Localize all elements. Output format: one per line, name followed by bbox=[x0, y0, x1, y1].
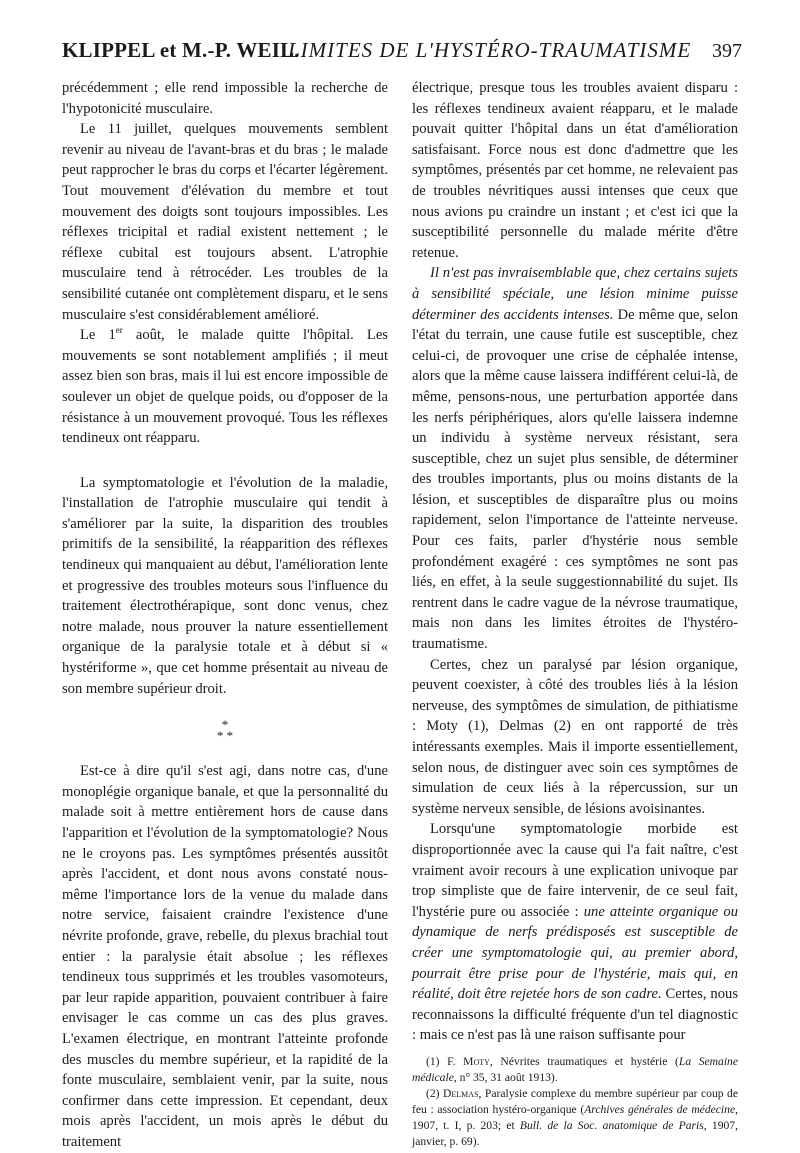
text: De même que, selon l'état du terrain, une cause futile est susceptible, chez celui-ci, de provoquer une crise de céphalée intense, alors que la même cause laissera indifférent celui-là, de même, pensons-nous, une perturbation apportée dans les nerfs périphériques, alors qu'elle laissera indemne un individu à système nerveux résistant, sera susceptible, chez un sujet plus sensible, de déterminer des troubles importants, plus ou moins distants de la lésion, et susceptibles de disparaître plus ou moins rapidement, selon l'importance de l'atteinte nerveuse. Pour ces faits, parler d'hystérie nous semble profondément exagéré : ces symptômes ne sont pas liés, en effet, à la seule suggestionnabilité du sujet. Ils rentrent dans le cadre vague de la névrose traumatique, mais non dans les limites étroites de l'hystéro-traumatisme. bbox=[412, 306, 738, 653]
footnote-number: (2) bbox=[426, 1086, 440, 1100]
paragraph-symptomatology: La symptomatologie et l'évolution de la maladie, l'installation de l'atrophie musculaire qui tendit à s'améliorer par la suite, la disparition des troubles primitifs de la sensibilité, la réapparition des réflexes tendineux qui manquaient au début, l'amélioration lente et progressive des troubles moteurs sous l'influence du traitement électrothérapique, sont donc venus, chez notre malade, nous prouver la nature essentiellement organique de la paralysie totale et à début si « hystériforme », que cet homme présentait au niveau de son membre supérieur droit. bbox=[62, 474, 388, 697]
footnote-number: (1) bbox=[426, 1054, 440, 1068]
paragraph-certes: Certes, chez un paralysé par lésion organique, peuvent coexister, à côté des troubles liés à la lésion nerveuse, des symptômes de simulation, de pithiatisme : Moty (1), Delmas (2) en ont rapporté de très intéressants exemples. Mais il importe essentiellement, selon nous, de distinguer avec soin ces symptômes de simulation de ceux liés à la répercussion, sur un système nerveux sensible, de lésions avoisinantes. bbox=[412, 656, 738, 817]
italic-text: une atteinte organique ou dynamique de nerfs prédisposés est susceptible de créer une symptomatologie qui, au premier abord, pourrait être prise pour de l'hystérie, mais qui, en réalité, doit être rejetée hors de son cadre. bbox=[412, 903, 739, 1003]
paragraph-discussion: Est-ce à dire qu'il s'est agi, dans notre cas, d'une monoplégie organique banale, et que la personnalité du malade soit à mettre entièrement hors de cause dans l'apparition et l'évolution de la symptomatologie? Nous ne le croyons pas. Les symptômes présentés aussitôt après l'accident, et dont nous avons constaté nous-même l'importance lors de la venue du malade dans notre service, faisaient craindre l'existence d'une névrite profonde, grave, rebelle, du plexus brachial tout entier : la paralysie était absolue ; les réflexes tendineux tous supprimés et les troubles vasomoteurs, par leur rapide apparition, pouvaient contribuer à faire envisager le cas comme un cas des plus graves. L'examen électrique, en montrant l'atteinte profonde des muscles du membre supérieur, et la rapidité de la fonte musculaire, semblaient venir, par la suite, nous confirmer dans cette impression. Et cependant, deux mois après l'accident, un mois après le début du traitement bbox=[62, 763, 388, 1150]
paragraph-hypothesis bbox=[412, 263, 738, 654]
asterisk-bottom: * * bbox=[216, 728, 234, 744]
text: Le 1 bbox=[80, 327, 116, 344]
journal-title: Archives générales de médecine bbox=[584, 1102, 736, 1116]
section-separator-asterism bbox=[62, 717, 388, 744]
footnote-1 bbox=[412, 1054, 738, 1086]
paragraph-conclusion bbox=[412, 819, 738, 1046]
paragraph-july-11: Le 11 juillet, quelques mouvements semblent revenir au niveau de l'avant-bras et du bras ; le malade peut rapprocher le bras du corps et l'écarter légèrement. Tout mouvement d'élévation du membre et tout mouvement des doigts sont toujours impossibles. Les réflexes tricipital et radial existent nettement ; le réflexe cubital est toujours absent. L'atrophie musculaire tend à rétrocéder. Les troubles de la sensibilité cutanée ont complètement disparu, et le sens musculaire s'est considérablement amélioré. bbox=[62, 121, 388, 323]
text: Lorsqu'une symptomatologie morbide est disproportionnée avec la cause qui l'a fait naître, c'est vraiment avoir recours à une explication univoque par trop simpliste que de faire intervenir, de ce seul fait, l'hystérie pure ou associée : bbox=[412, 821, 738, 920]
left-column bbox=[62, 78, 388, 1153]
header-title: LIMITES DE L'HYSTÉRO-TRAUMATISME bbox=[288, 38, 692, 62]
paragraph-continued-right: électrique, presque tous les troubles avaient disparu : les réflexes tendineux avaient réapparu, et le malade pouvait quitter l'hôpital dans un état d'amélioration satisfaisant. Force nous est donc d'admettre que les symptômes, présentés par cet homme, ne relevaient pas de troubles névritiques aussi intenses que ceux que nous avions pu craindre un instant ; et c'est ici que la susceptibilité personnelle du malade mérite d'être retenue. bbox=[412, 80, 738, 261]
running-header bbox=[62, 38, 742, 72]
text: août, le malade quitte l'hôpital. Les mouvements se sont notablement amplifiés ; il meut assez bien son bras, mais il lui est encore impossible de soulever un objet de quelque poids, ou d'opposer de la résistance à un mouvement provoqué. Tous les réflexes tendineux ont réapparu. bbox=[62, 327, 388, 447]
superscript: er bbox=[115, 325, 123, 336]
right-column bbox=[412, 78, 738, 1150]
asterisk-top: * bbox=[221, 717, 229, 733]
page-number: 397 bbox=[712, 40, 742, 62]
paragraph-continued: précédemment ; elle rend impossible la recherche de l'hypotonicité musculaire. bbox=[62, 80, 388, 117]
text: , n° 35, 31 août 1913). bbox=[453, 1070, 558, 1084]
italic-text: Il n'est pas invraisemblable que, chez certains sujets à sensibilité spéciale, une lésion minime puisse déterminer des accidents intenses. bbox=[412, 265, 738, 323]
text: , Névrites traumatiques et hystérie ( bbox=[489, 1054, 679, 1068]
footnotes bbox=[412, 1054, 738, 1150]
header-authors: KLIPPEL et M.-P. WEIL. bbox=[62, 38, 300, 62]
text: , 1907, janvier, p. 69). bbox=[412, 1118, 738, 1148]
text: Certes, nous reconnaissons la difficulté fréquente d'un tel diagnostic : mais ce n'est pas là une raison suffisante pour bbox=[412, 986, 738, 1044]
journal-title: La Semaine médicale bbox=[412, 1054, 738, 1084]
footnote-author: Delmas bbox=[443, 1086, 479, 1100]
text: , 1907, t. I, p. 203; et bbox=[412, 1102, 738, 1132]
paragraph-august-1 bbox=[62, 325, 388, 449]
journal-title: Bull. de la Soc. anatomique de Paris bbox=[519, 1118, 704, 1132]
footnote-author: F. Moty bbox=[447, 1054, 490, 1068]
footnote-2 bbox=[412, 1086, 738, 1150]
text: , Paralysie complexe du membre supérieur par coup de feu : association hystéro-organique ( bbox=[412, 1086, 738, 1116]
